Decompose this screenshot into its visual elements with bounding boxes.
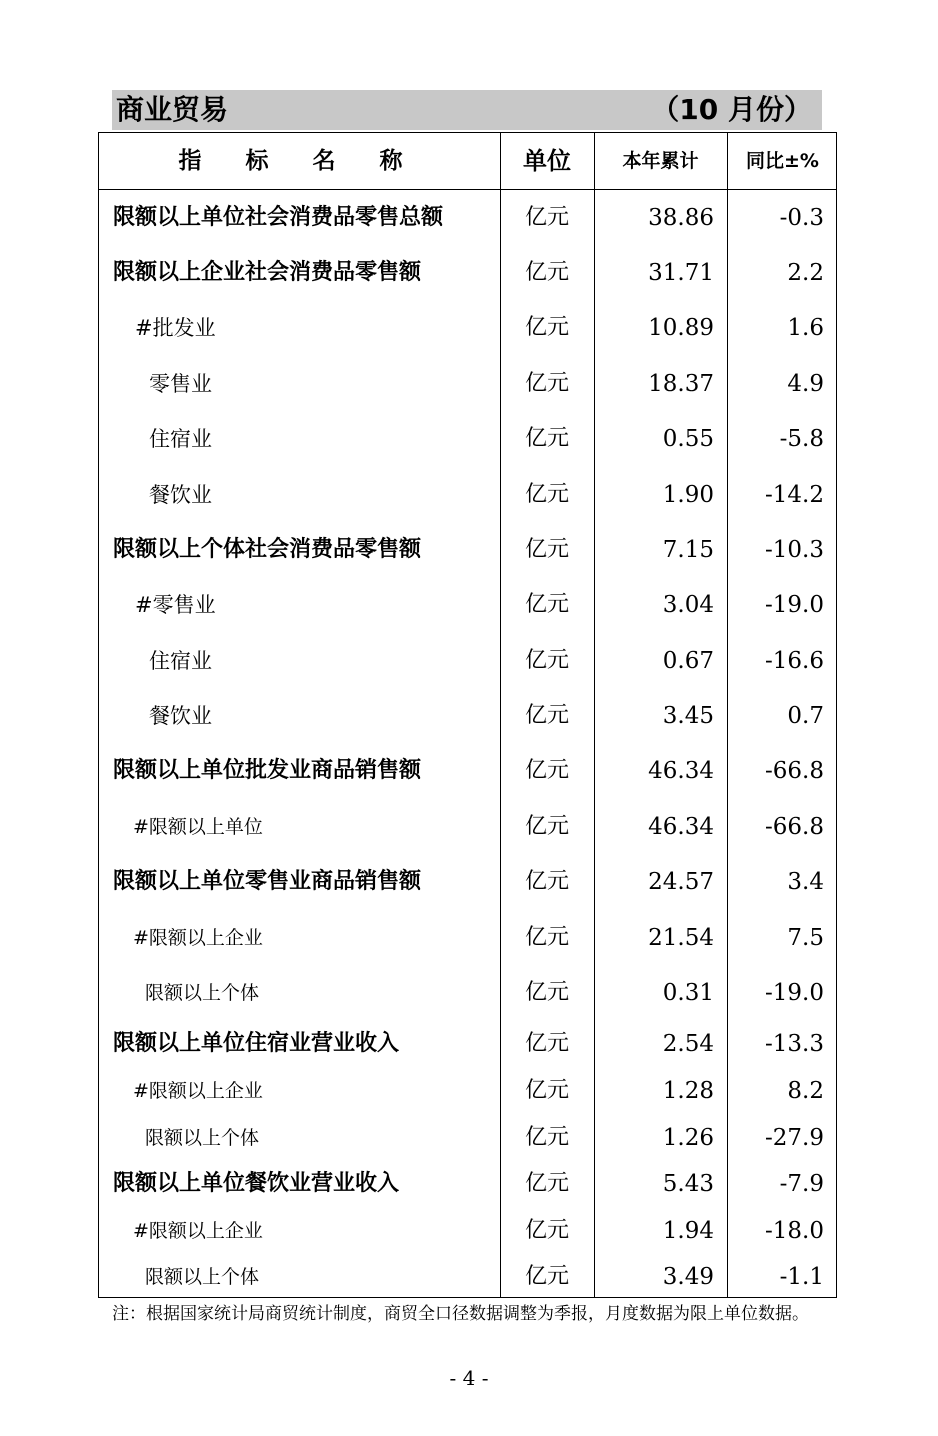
row-total: 1.26 (662, 1125, 714, 1151)
row-yoy: 3.4 (787, 869, 824, 895)
row-yoy: -7.9 (779, 1171, 824, 1197)
row-total: 3.49 (662, 1264, 714, 1290)
row-name: 限额以上个体 (145, 1266, 260, 1288)
table-row (99, 1257, 838, 1297)
row-unit: 亿元 (524, 1218, 569, 1243)
row-unit: 亿元 (524, 205, 569, 230)
row-name: #批发业 (135, 316, 216, 340)
row-yoy: 0.7 (787, 703, 824, 729)
row-unit: 亿元 (524, 869, 569, 894)
table-row (99, 1211, 838, 1251)
page-number: - 4 - (449, 1366, 489, 1390)
row-total: 38.86 (648, 205, 714, 231)
row-yoy: -66.8 (765, 758, 824, 784)
row-unit: 亿元 (524, 1078, 569, 1103)
row-name: 餐饮业 (149, 483, 212, 507)
row-name: 限额以上个体 (145, 982, 260, 1004)
row-name: 限额以上企业社会消费品零售额 (113, 260, 422, 285)
row-yoy: -10.3 (765, 537, 824, 563)
row-name: 限额以上单位住宿业营业收入 (113, 1031, 400, 1056)
table-row (99, 585, 838, 625)
row-unit: 亿元 (524, 1264, 569, 1289)
row-total: 31.71 (648, 260, 714, 286)
table-row (99, 751, 838, 791)
table-row (99, 1024, 838, 1064)
column-header-unit: 单位 (523, 147, 571, 175)
row-total: 5.43 (662, 1171, 714, 1197)
row-yoy: -5.8 (779, 426, 824, 452)
row-yoy: -16.6 (765, 648, 824, 674)
row-yoy: 2.2 (787, 260, 824, 286)
row-total: 3.45 (662, 703, 714, 729)
row-name: 限额以上单位批发业商品销售额 (113, 758, 422, 783)
row-unit: 亿元 (524, 814, 569, 839)
column-header-yoy: 同比±% (746, 150, 819, 172)
table-row (99, 419, 838, 459)
row-yoy: 7.5 (787, 925, 824, 951)
statistics-table (98, 132, 837, 1298)
row-total: 0.55 (662, 426, 714, 452)
row-name: 住宿业 (149, 427, 212, 451)
row-total: 24.57 (648, 869, 714, 895)
row-yoy: 4.9 (787, 371, 824, 397)
table-row (99, 807, 838, 847)
row-total: 1.90 (662, 482, 714, 508)
table-row (99, 1164, 838, 1204)
row-yoy: -1.1 (779, 1264, 824, 1290)
period-label: （10 月份） (651, 93, 812, 126)
section-title: 商业贸易 (116, 93, 229, 126)
row-name: 住宿业 (149, 649, 212, 673)
row-name: 限额以上单位餐饮业营业收入 (113, 1171, 400, 1196)
column-header-total: 本年累计 (622, 150, 699, 172)
table-row (99, 253, 838, 293)
row-unit: 亿元 (524, 426, 569, 451)
row-unit: 亿元 (524, 537, 569, 562)
row-unit: 亿元 (524, 371, 569, 396)
row-name: #限额以上单位 (133, 816, 263, 838)
table-row (99, 918, 838, 958)
row-unit: 亿元 (524, 648, 569, 673)
row-yoy: 1.6 (787, 315, 824, 341)
table-row (99, 696, 838, 736)
row-name: #零售业 (135, 593, 216, 617)
row-yoy: -18.0 (765, 1218, 824, 1244)
row-unit: 亿元 (524, 980, 569, 1005)
table-row (99, 475, 838, 515)
table-row (99, 198, 838, 238)
row-yoy: -14.2 (765, 482, 824, 508)
table-row (99, 1118, 838, 1158)
row-unit: 亿元 (524, 260, 569, 285)
row-yoy: -19.0 (765, 592, 824, 618)
row-total: 10.89 (648, 315, 714, 341)
row-unit: 亿元 (524, 703, 569, 728)
row-yoy: -0.3 (779, 205, 824, 231)
row-unit: 亿元 (524, 1031, 569, 1056)
row-yoy: -13.3 (765, 1031, 824, 1057)
column-header-name: 指 标 名 称 (178, 148, 421, 174)
table-row (99, 641, 838, 681)
row-yoy: -19.0 (765, 980, 824, 1006)
footnote: 注：根据国家统计局商贸统计制度，商贸全口径数据调整为季报，月度数据为限上单位数据。 (112, 1304, 809, 1324)
row-yoy: -66.8 (765, 814, 824, 840)
row-total: 3.04 (662, 592, 714, 618)
row-total: 21.54 (648, 925, 714, 951)
header-divider (99, 189, 836, 190)
row-total: 1.94 (662, 1218, 714, 1244)
row-total: 0.67 (662, 648, 714, 674)
row-name: 餐饮业 (149, 704, 212, 728)
row-total: 7.15 (662, 537, 714, 563)
row-unit: 亿元 (524, 1171, 569, 1196)
row-total: 18.37 (648, 371, 714, 397)
row-name: 限额以上个体 (145, 1127, 260, 1149)
row-total: 46.34 (648, 758, 714, 784)
table-row (99, 973, 838, 1013)
row-total: 46.34 (648, 814, 714, 840)
row-unit: 亿元 (524, 758, 569, 783)
row-total: 1.28 (662, 1078, 714, 1104)
row-total: 2.54 (662, 1031, 714, 1057)
row-yoy: -27.9 (765, 1125, 824, 1151)
table-row (99, 308, 838, 348)
row-name: #限额以上企业 (133, 927, 263, 949)
table-row (99, 1071, 838, 1111)
row-yoy: 8.2 (787, 1078, 824, 1104)
row-name: 限额以上单位零售业商品销售额 (113, 869, 422, 894)
table-row (99, 530, 838, 570)
row-unit: 亿元 (524, 592, 569, 617)
table-row (99, 364, 838, 404)
row-name: 限额以上单位社会消费品零售总额 (113, 205, 444, 230)
row-total: 0.31 (662, 980, 714, 1006)
row-unit: 亿元 (524, 925, 569, 950)
section-title-bar (112, 90, 822, 130)
table-row (99, 862, 838, 902)
row-unit: 亿元 (524, 315, 569, 340)
row-unit: 亿元 (524, 482, 569, 507)
row-unit: 亿元 (524, 1125, 569, 1150)
row-name: 限额以上个体社会消费品零售额 (113, 537, 422, 562)
row-name: 零售业 (149, 372, 212, 396)
row-name: #限额以上企业 (133, 1220, 263, 1242)
row-name: #限额以上企业 (133, 1080, 263, 1102)
